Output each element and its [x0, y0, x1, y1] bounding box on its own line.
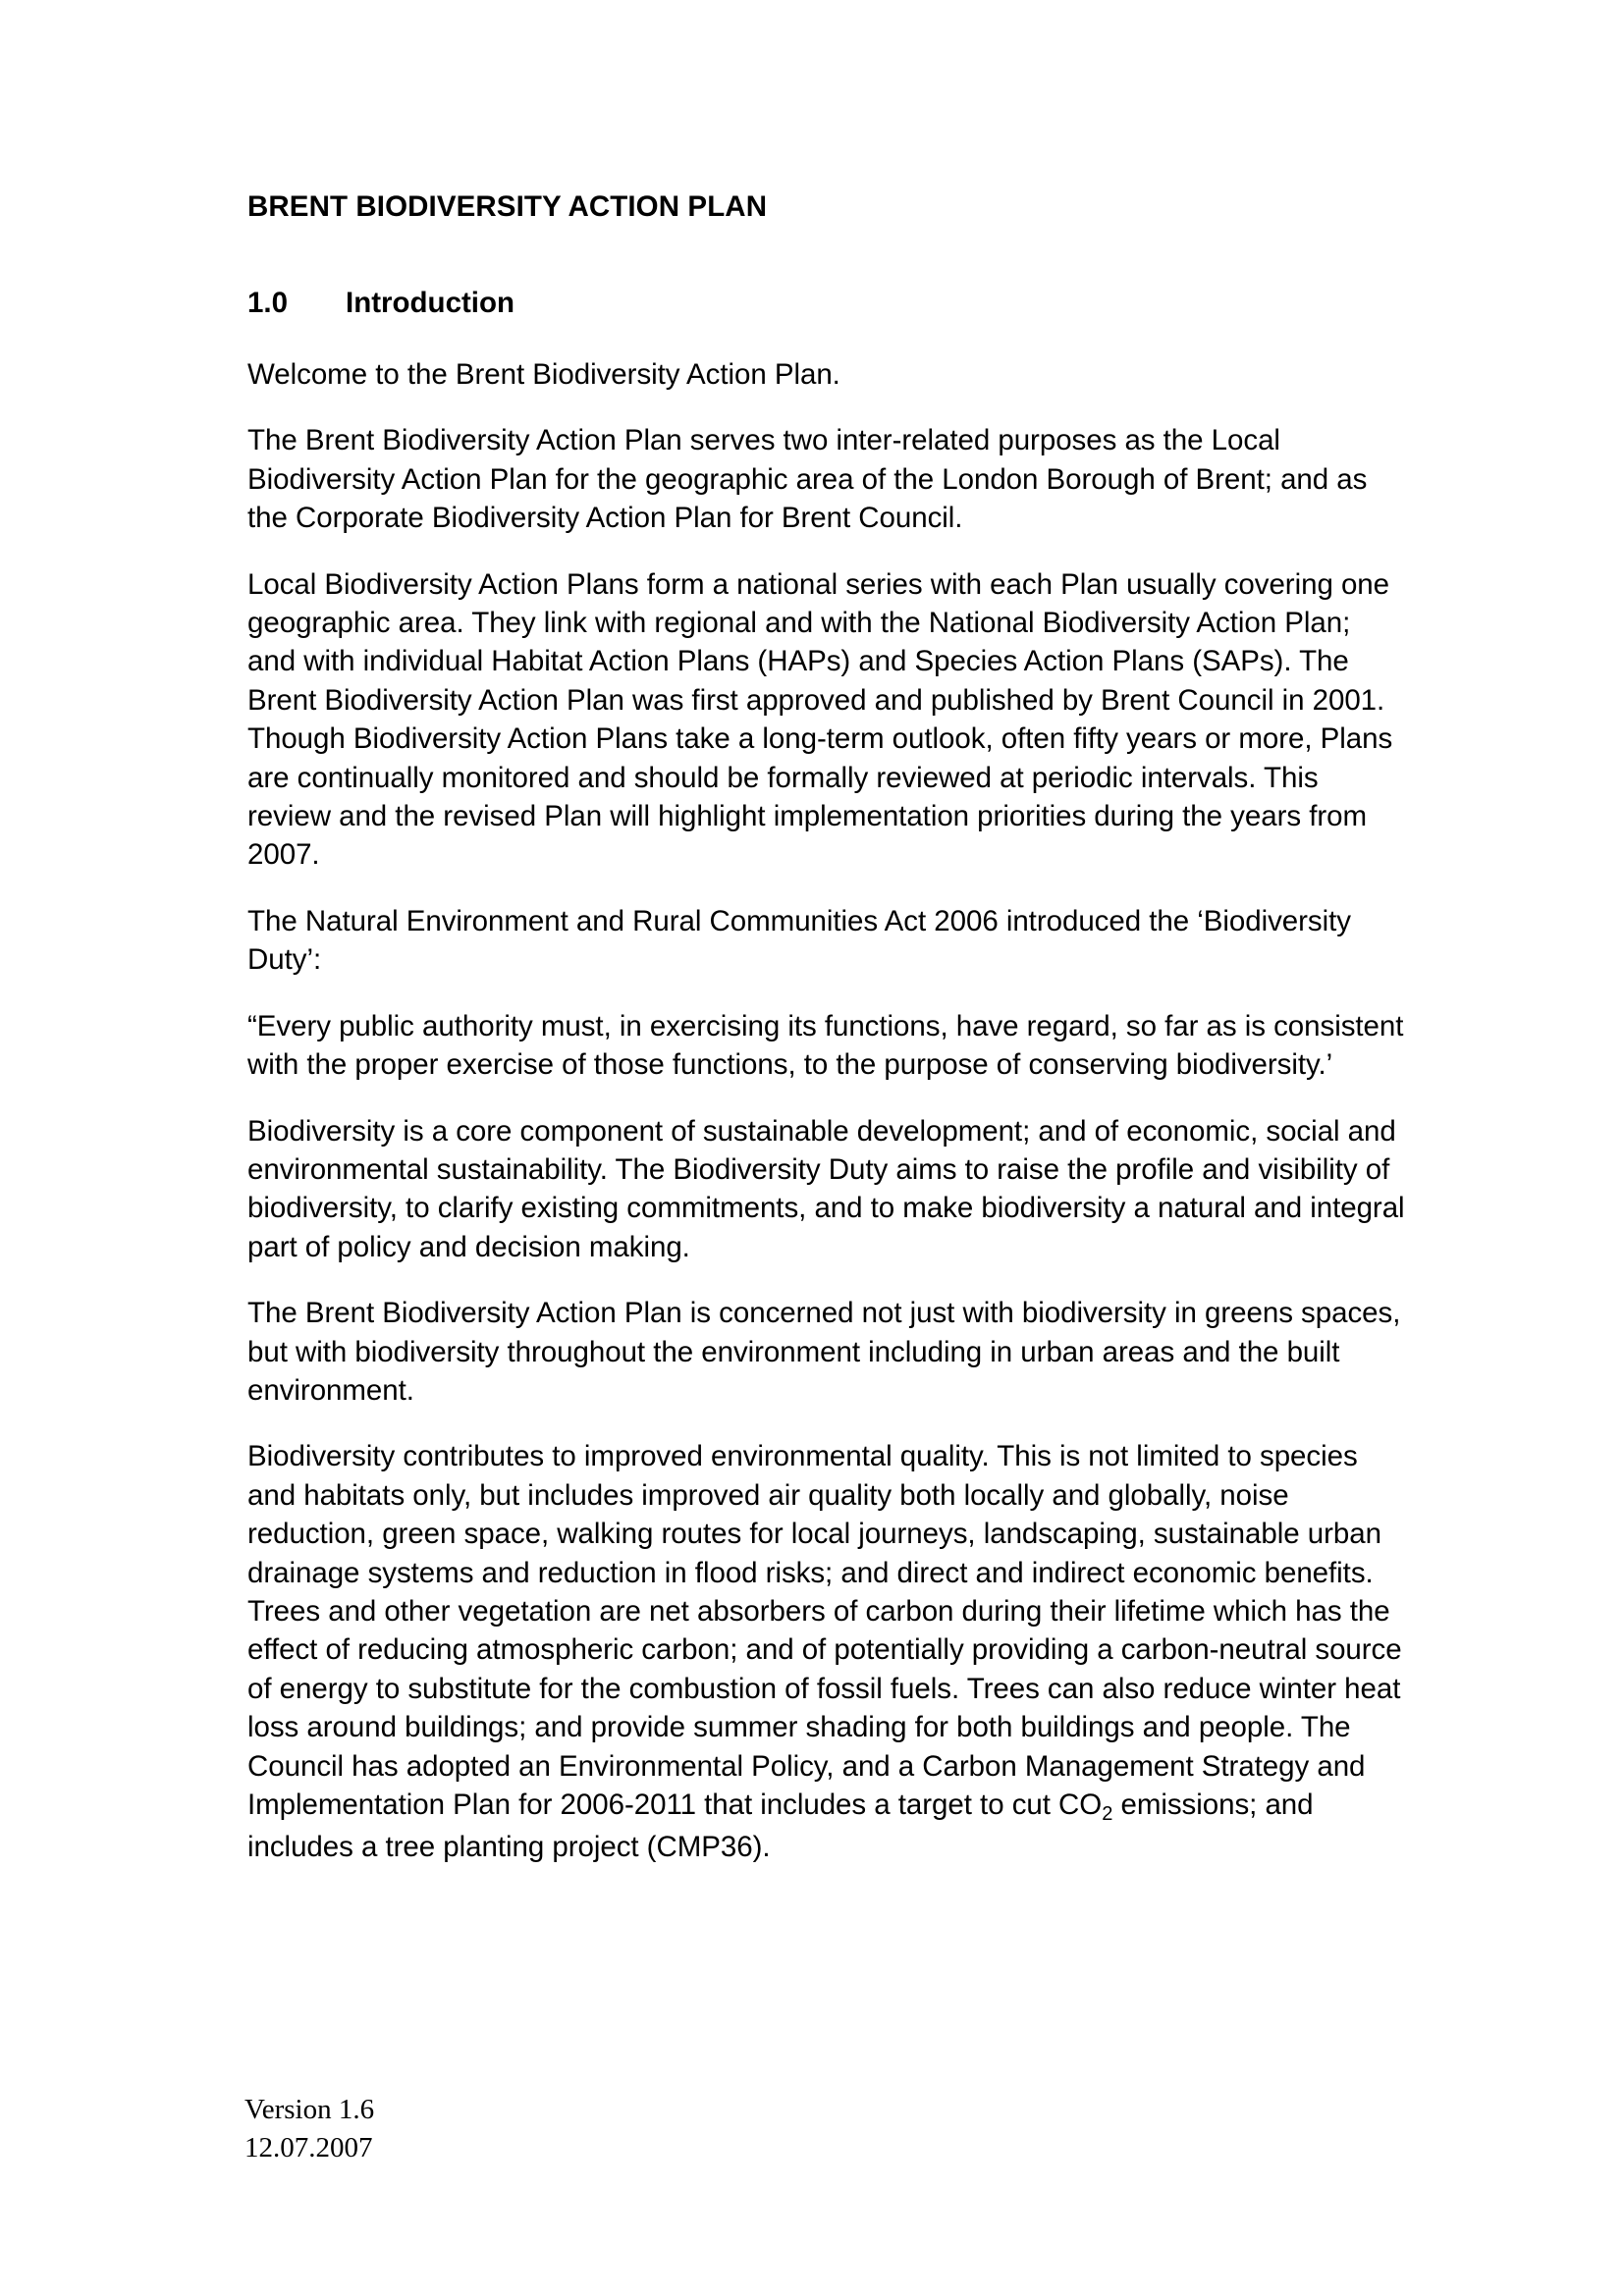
section-title: Introduction: [346, 286, 515, 319]
spacer: [247, 538, 1426, 565]
spacer: [247, 317, 1426, 355]
spacer: [247, 1410, 1426, 1437]
paragraph-not-just-green-spaces: The Brent Biodiversity Action Plan is concerned not just with biodiversity in greens spaces, but with biodiversity throughout the environment including in urban areas and the built environment.: [247, 1297, 1401, 1407]
spacer: [247, 875, 1426, 902]
section-number: 1.0: [247, 286, 289, 319]
paragraph-text-before-formula: Biodiversity contributes to improved environmental quality. This is not limited to species and habitats only, but includes improved air quality both locally and globally, noise reduction, green space, walking routes for local journeys, landscaping, sustainable urban drainage systems and reduction in flood risks; and direct and indirect economic benefits. Trees and other vegetation are net absorbers of carbon during their lifetime which has the effect of reducing atmospheric carbon; and of potentially providing a carbon-neutral source of energy to substitute for the combustion of fossil fuels. Trees can also reduce winter heat loss around buildings; and provide summer shading for both buildings and people. The Council has adopted an Environmental Policy, and a Carbon Management Strategy and Implementation Plan for 2006-2011 that includes a target to cut CO: [247, 1440, 1402, 1821]
page-footer: [244, 2091, 374, 2167]
paragraph-core-component: Biodiversity is a core component of sustainable development; and of economic, social and environmental sustainability. The Biodiversity Duty aims to raise the profile and visibility of biodiversity, to clarify existing commitments, and to make biodiversity a natural and integral part of policy and decision making.: [247, 1114, 1405, 1263]
paragraph-two-purposes: The Brent Biodiversity Action Plan serves two inter-related purposes as the Local Biodiversity Action Plan for the geographic area of the London Borough of Brent; and as the Corporate Biodiversity Action Plan for Brent Council.: [247, 424, 1368, 535]
spacer: [247, 394, 1426, 421]
paragraph-environmental-quality: [247, 1437, 1406, 1866]
spacer: [247, 1085, 1426, 1112]
paragraph-nerc-act: The Natural Environment and Rural Communities Act 2006 introduced the ‘Biodiversity Duty’:: [247, 904, 1351, 977]
footer-version: Version 1.6: [244, 2094, 375, 2125]
section-heading: [247, 286, 1426, 319]
footer-date: 12.07.2007: [244, 2132, 373, 2163]
co2-subscript: 2: [1102, 1802, 1113, 1825]
spacer: [247, 1266, 1426, 1294]
paragraph-duty-quote: “Every public authority must, in exercising its functions, have regard, so far as is consistent with the proper exercise of those functions, to the purpose of conserving biodiversity.’: [247, 1009, 1404, 1082]
paragraph-text-after-formula: emissions; and includes a tree planting project (CMP36).: [247, 1789, 1314, 1864]
page-title: BRENT BIODIVERSITY ACTION PLAN: [247, 190, 768, 223]
spacer: [247, 980, 1426, 1007]
document-body: [247, 192, 1426, 1867]
paragraph-national-series: Local Biodiversity Action Plans form a national series with each Plan usually covering one geographic area. They link with regional and with the National Biodiversity Action Plan; and with individual Habitat Action Plans (HAPs) and Species Action Plans (SAPs). The Brent Biodiversity Action Plan was first approved and published by Brent Council in 2001. Though Biodiversity Action Plans take a long-term outlook, often fifty years or more, Plans are continually monitored and should be formally reviewed at periodic intervals. This review and the revised Plan will highlight implementation priorities during the years from 2007.: [247, 567, 1393, 872]
paragraph-welcome: Welcome to the Brent Biodiversity Action Plan.: [247, 358, 840, 391]
